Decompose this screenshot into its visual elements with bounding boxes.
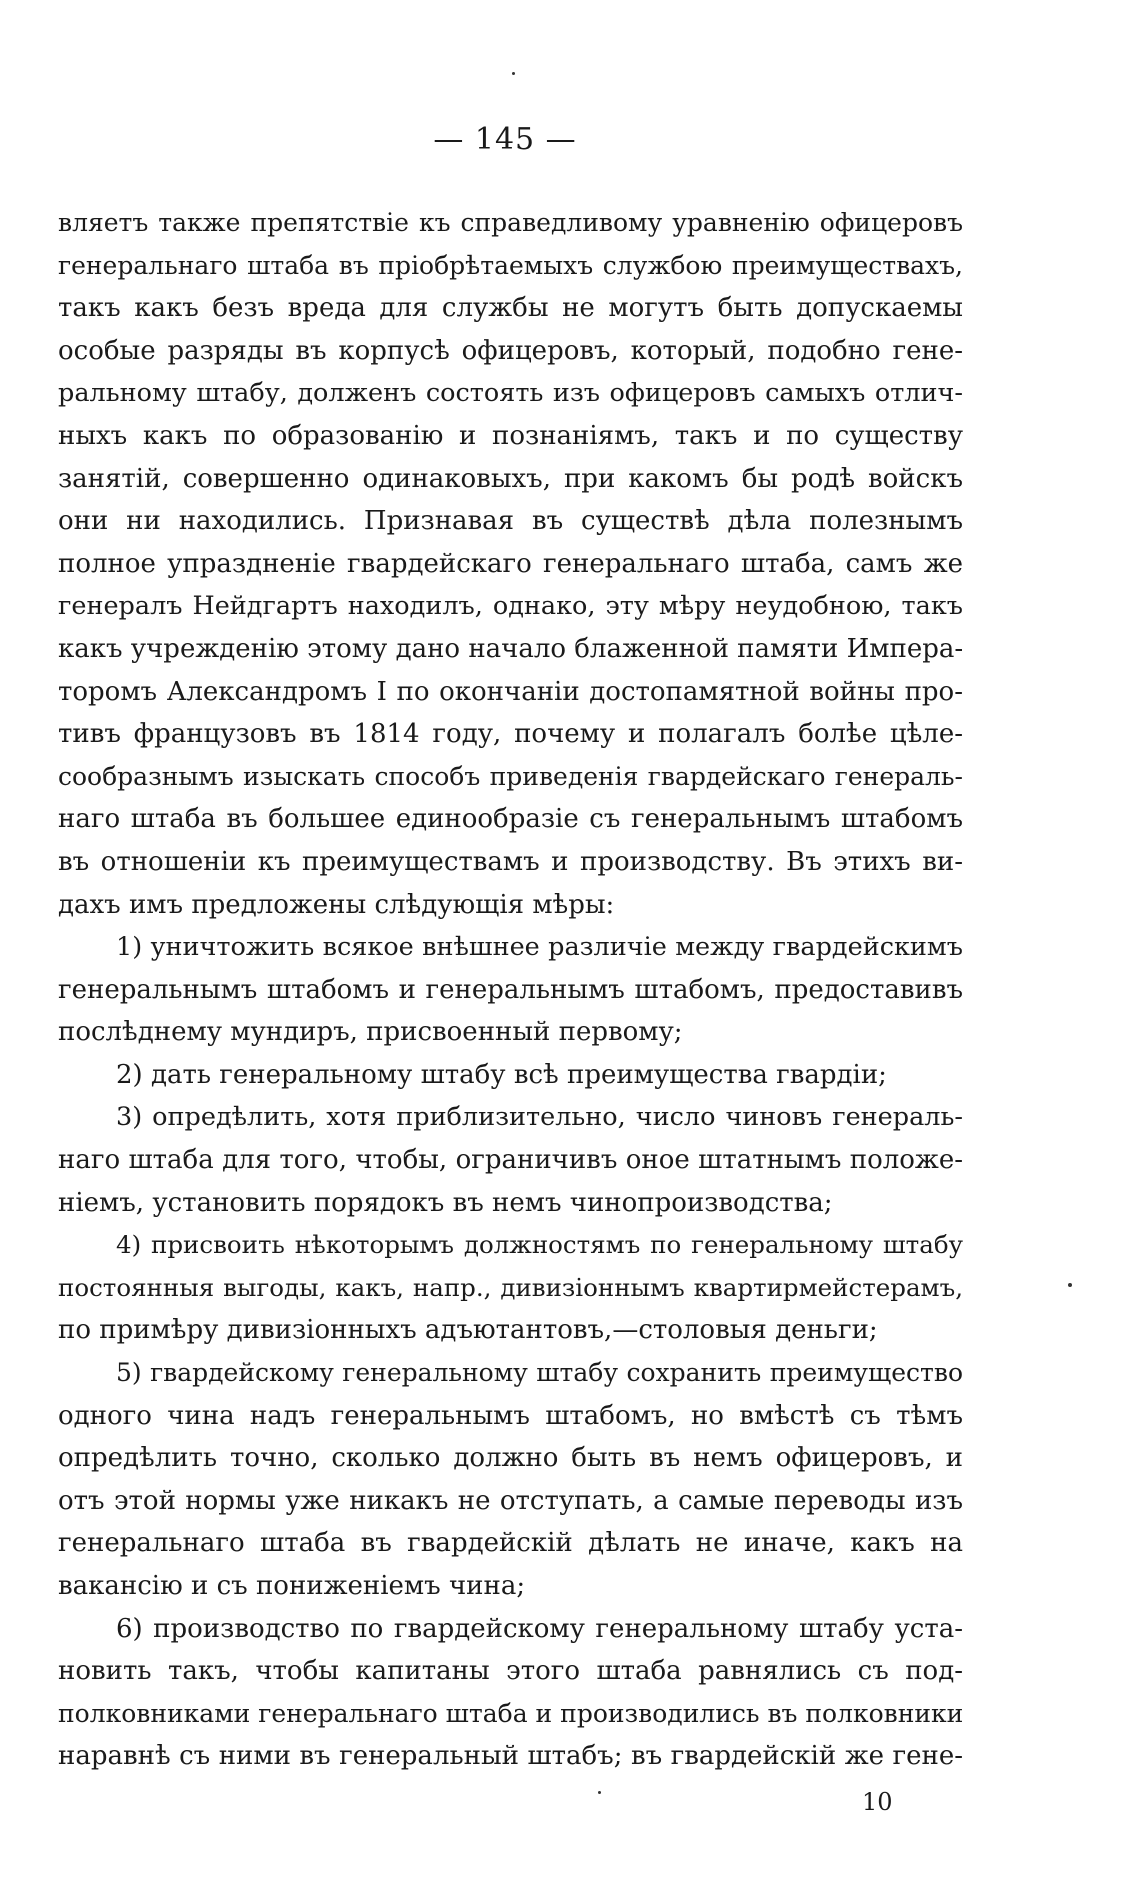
text-line: постоянныя выгоды, какъ, напр., дивизіоннымъ квартирмейстерамъ, <box>58 1272 963 1302</box>
page-number: — 145 — <box>433 122 577 157</box>
text-line: дахъ имъ предложены слѣдующія мѣры: <box>58 889 615 920</box>
text-line: наго штаба для того, чтобы, ограничивъ оное штатнымъ положе- <box>58 1145 963 1176</box>
signature-mark: 10 <box>862 1788 893 1816</box>
text-line: по примѣру дивизіонныхъ адъютантовъ,—столовыя деньги; <box>58 1315 878 1346</box>
text-line: такъ какъ безъ вреда для службы не могутъ быть допускаемы <box>58 293 963 324</box>
print-speck <box>512 72 515 75</box>
text-line: ніемъ, установить порядокъ въ немъ чинопроизводства; <box>58 1187 833 1218</box>
text-line: наравнѣ съ ними въ генеральный штабъ; въ гвардейскій же гене- <box>58 1741 963 1772</box>
text-line: генеральнаго штаба въ гвардейскій дѣлать не иначе, какъ на <box>58 1528 963 1559</box>
text-line: полковниками генеральнаго штаба и производились въ полковники <box>58 1698 963 1728</box>
text-line: 2) дать генеральному штабу всѣ преимущества гвардіи; <box>116 1059 887 1090</box>
text-line: 3) опредѣлить, хотя приблизительно, число чиновъ генераль- <box>116 1102 963 1133</box>
text-line: опредѣлить точно, сколько должно быть въ немъ офицеровъ, и <box>58 1443 963 1474</box>
text-line: сообразнымъ изыскать способъ приведенія гвардейскаго генераль- <box>58 761 963 791</box>
text-line: особые разряды въ корпусѣ офицеровъ, который, подобно гене- <box>58 335 963 366</box>
text-line: полное упраздненіе гвардейскаго генеральнаго штаба, самъ же <box>58 548 963 579</box>
text-line: отъ этой нормы уже никакъ не отступать, а самые переводы изъ <box>58 1485 963 1516</box>
text-line: новить такъ, чтобы капитаны этого штаба равнялись съ под- <box>58 1656 963 1687</box>
text-line: генеральнымъ штабомъ и генеральнымъ штабомъ, предоставивъ <box>58 974 963 1005</box>
text-line: торомъ Александромъ I по окончаніи достопамятной войны про- <box>58 676 963 707</box>
text-line: генералъ Нейдгартъ находилъ, однако, эту мѣру неудобною, такъ <box>58 591 963 622</box>
body-text <box>58 202 963 1778</box>
text-line: какъ учрежденію этому дано начало блаженной памяти Импера- <box>58 633 963 664</box>
text-line: послѣднему мундиръ, присвоенный первому; <box>58 1017 683 1048</box>
text-line: наго штаба въ большее единообразіе съ генеральнымъ штабомъ <box>58 804 963 835</box>
text-line: въ отношеніи къ преимуществамъ и производству. Въ этихъ ви- <box>58 846 963 877</box>
text-line: одного чина надъ генеральнымъ штабомъ, но вмѣстѣ съ тѣмъ <box>58 1400 963 1431</box>
text-line: генеральнаго штаба въ пріобрѣтаемыхъ службою преимуществахъ, <box>58 250 963 280</box>
text-line: ральному штабу, долженъ состоять изъ офицеровъ самыхъ отлич- <box>58 378 963 409</box>
print-speck <box>598 1791 601 1794</box>
text-line: 5) гвардейскому генеральному штабу сохранить преимущество <box>116 1358 963 1388</box>
text-line: 1) уничтожить всякое внѣшнее различіе между гвардейскимъ <box>116 932 963 963</box>
text-line: они ни находились. Признавая въ существѣ дѣла полезнымъ <box>58 506 963 537</box>
text-line: ныхъ какъ по образованію и познаніямъ, такъ и по существу <box>58 420 963 451</box>
text-line: 4) присвоить нѣкоторымъ должностямъ по генеральному штабу <box>116 1230 963 1260</box>
text-line: тивъ французовъ въ 1814 году, почему и полагалъ болѣе цѣле- <box>58 719 963 750</box>
text-line: занятій, совершенно одинаковыхъ, при какомъ бы родѣ войскъ <box>58 463 963 494</box>
text-line: вакансію и съ пониженіемъ чина; <box>58 1571 526 1601</box>
print-speck <box>1068 1283 1072 1287</box>
text-line: вляетъ также препятствіе къ справедливому уравненію офицеровъ <box>58 208 963 237</box>
text-line: 6) производство по гвардейскому генеральному штабу уста- <box>116 1613 963 1644</box>
